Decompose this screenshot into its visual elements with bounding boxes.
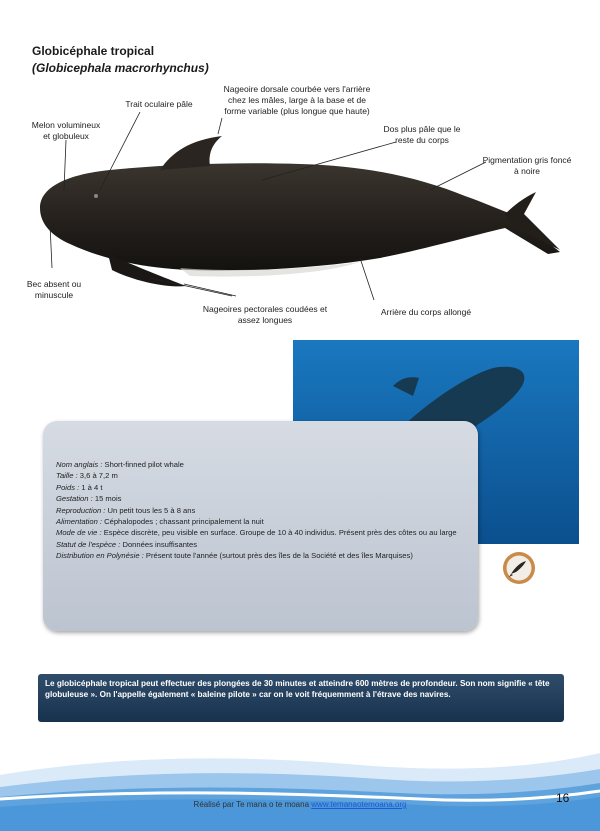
label-pectoral-fins: Nageoires pectorales coudées et assez longues	[202, 304, 328, 325]
label-beak: Bec absent ou minuscule	[26, 279, 82, 300]
info-weight: Poids : 1 à 4 t	[56, 482, 103, 492]
info-reproduction: Reproduction : Un petit tous les 5 à 8 ans	[56, 505, 196, 515]
page-number: 16	[556, 791, 570, 805]
fun-fact-text: Le globicéphale tropical peut effectuer des plongées de 30 minutes et atteindre 600 mètres de profondeur. Son nom signifie « tête globuleuse ». On l'appelle également « baleine pilote » car on le voit fréquemment à l'étrave des navires.	[45, 679, 550, 699]
footer-website-link[interactable]: www.temanaotemoana.org	[311, 800, 407, 809]
wave-decoration	[0, 735, 600, 831]
label-back: Dos plus pâle que le reste du corps	[383, 124, 461, 145]
info-size: Taille : 3,6 à 7,2 m	[56, 471, 118, 481]
species-scientific-name: (Globicephala macrorhynchus)	[32, 61, 209, 75]
label-dorsal-fin: Nageoire dorsale courbée vers l'arrière chez les mâles, large à la base et de forme variable (plus longue que haute)	[223, 84, 371, 116]
species-info-text	[56, 459, 468, 562]
info-lifestyle: Mode de vie : Espèce discrète, peu visible en surface. Groupe de 10 à 40 individus. Présent près des côtes ou au large	[56, 528, 457, 538]
page-title: Globicéphale tropical	[32, 44, 155, 58]
info-gestation: Gestation : 15 mois	[56, 494, 122, 504]
footer-credit: Réalisé par Te mana o te moana www.temanaotemoana.org	[193, 800, 407, 809]
label-rear-body: Arrière du corps allongé	[380, 307, 472, 317]
info-english-name: Nom anglais : Short-finned pilot whale	[56, 460, 184, 469]
label-pigmentation: Pigmentation gris foncé à noire	[482, 155, 572, 176]
info-diet: Alimentation : Céphalopodes ; chassant principalement la nuit	[56, 517, 264, 527]
info-distribution: Distribution en Polynésie : Présent toute l'année (surtout près des îles de la Société et des îles Marquises)	[56, 551, 413, 561]
label-melon: Melon volumineux et globuleux	[31, 120, 101, 141]
label-eye-stripe: Trait oculaire pâle	[125, 99, 193, 109]
whale-silhouette-icon	[502, 551, 536, 585]
info-status: Statut de l'espèce : Données insuffisantes	[56, 539, 198, 549]
